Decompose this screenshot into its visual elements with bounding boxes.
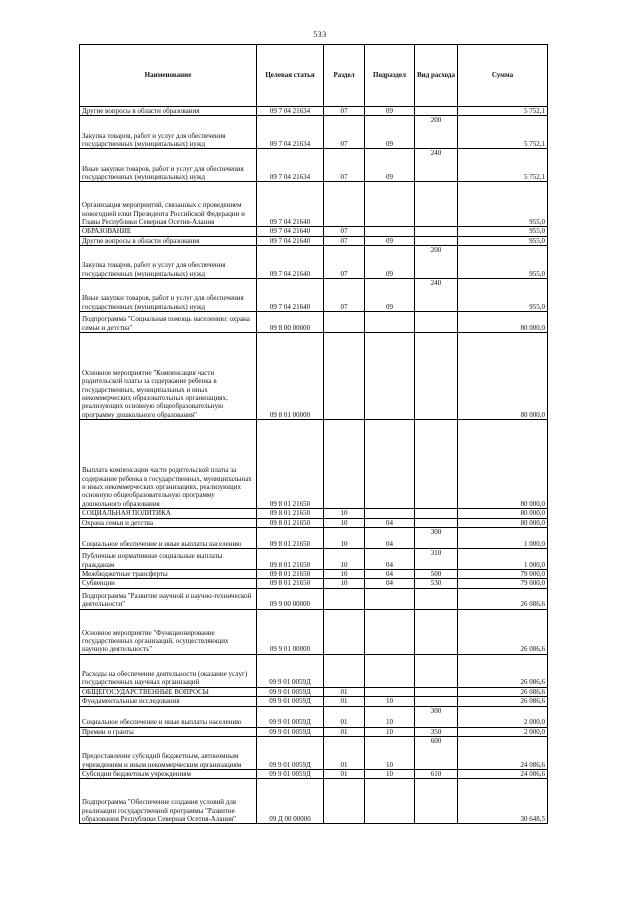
row-kind <box>415 609 458 654</box>
row-section: 07 <box>324 116 365 149</box>
row-sum: 26 086,6 <box>458 687 548 696</box>
table-row <box>80 697 548 706</box>
row-name: Иные закупки товаров, работ и услуг для обеспечения государственных (муниципальных) нужд <box>80 149 257 182</box>
table-row <box>80 528 548 549</box>
row-section <box>324 333 365 420</box>
row-name: Социальное обеспечение и иные выплаты населению <box>80 706 257 727</box>
table-row <box>80 727 548 736</box>
row-subsection: 04 <box>365 570 415 579</box>
table-row <box>80 246 548 279</box>
row-section: 07 <box>324 279 365 312</box>
row-sum: 79 000,0 <box>458 570 548 579</box>
row-target: 09 8 01 21650 <box>257 570 324 579</box>
table-row <box>80 182 548 227</box>
row-name: ОБРАЗОВАНИЕ <box>80 227 257 236</box>
row-section: 10 <box>324 549 365 570</box>
header-section: Раздел <box>324 45 365 107</box>
row-name: Закупка товаров, работ и услуг для обеспечения государственных (муниципальных) нужд <box>80 116 257 149</box>
row-section <box>324 609 365 654</box>
row-kind <box>415 697 458 706</box>
header-sum: Сумма <box>458 45 548 107</box>
table-row <box>80 518 548 527</box>
row-kind: 300 <box>415 706 458 727</box>
row-section <box>324 312 365 333</box>
row-section: 07 <box>324 149 365 182</box>
row-target: 09 7 04 21640 <box>257 227 324 236</box>
row-subsection <box>365 333 415 420</box>
row-kind: 600 <box>415 737 458 770</box>
row-sum: 1 000,0 <box>458 549 548 570</box>
row-section <box>324 779 365 824</box>
row-kind: 500 <box>415 570 458 579</box>
table-row <box>80 609 548 654</box>
row-target: 09 8 01 21650 <box>257 420 324 509</box>
row-sum: 5 752,1 <box>458 116 548 149</box>
row-kind <box>415 236 458 245</box>
row-name: Социальное обеспечение и иные выплаты населению <box>80 528 257 549</box>
table-row <box>80 236 548 245</box>
row-section <box>324 588 365 609</box>
row-sum: 1 000,0 <box>458 528 548 549</box>
row-kind: 610 <box>415 770 458 779</box>
table-row <box>80 737 548 770</box>
row-section: 01 <box>324 697 365 706</box>
row-name: Субсидии бюджетным учреждениям <box>80 770 257 779</box>
row-name: Расходы на обеспечение деятельности (оказание услуг) государственных научных организаций <box>80 654 257 687</box>
row-target: 09 7 04 21634 <box>257 107 324 116</box>
row-section: 07 <box>324 236 365 245</box>
row-section: 10 <box>324 528 365 549</box>
table-row <box>80 549 548 570</box>
row-name: Основное мероприятие "Компенсация части родительской платы за содержание ребенка в государственных, муниципальных и иных некоммерческих образовательных организациях, реализующих основную общеобразовательную программу дошкольного образования" <box>80 333 257 420</box>
row-sum: 24 086,6 <box>458 770 548 779</box>
row-target: 09 9 01 0059Д <box>257 654 324 687</box>
row-name: Подпрограмма "Обеспечение создания условий для реализации государственной программы "Развитие образования Республики Северная Осетия-Алания" <box>80 779 257 824</box>
row-section: 10 <box>324 518 365 527</box>
row-subsection <box>365 312 415 333</box>
row-section: 07 <box>324 246 365 279</box>
table-row <box>80 333 548 420</box>
row-name: Основное мероприятие "Функционирование государственных организаций, осуществляющих научную деятельность" <box>80 609 257 654</box>
row-target: 09 7 04 21634 <box>257 149 324 182</box>
row-sum: 2 000,0 <box>458 706 548 727</box>
table-row <box>80 116 548 149</box>
row-name: Межбюджетные трансферты <box>80 570 257 579</box>
row-section: 01 <box>324 770 365 779</box>
row-name: Субвенции <box>80 579 257 588</box>
row-section: 10 <box>324 579 365 588</box>
row-sum: 30 648,5 <box>458 779 548 824</box>
row-target: 09 Д 00 00000 <box>257 779 324 824</box>
table-row <box>80 279 548 312</box>
table-row <box>80 149 548 182</box>
row-target: 09 8 01 21650 <box>257 549 324 570</box>
row-name: Организация мероприятий, связанных с проведением новогодней елки Президента Российской Федерации и Главы Республики Северная Осетия-Алания <box>80 182 257 227</box>
row-section: 01 <box>324 727 365 736</box>
table-row <box>80 687 548 696</box>
row-name: Выплата компенсации части родительской платы за содержание ребенка в государственных, муниципальных и иных некоммерческих организациях, реализующих основную общеобразовательную программу дошкольного образования <box>80 420 257 509</box>
row-target: 09 7 04 21640 <box>257 279 324 312</box>
table-row <box>80 570 548 579</box>
row-section <box>324 182 365 227</box>
row-name: Охрана семьи и детства <box>80 518 257 527</box>
row-kind: 200 <box>415 116 458 149</box>
row-sum: 26 086,6 <box>458 609 548 654</box>
row-name: Другие вопросы в области образования <box>80 107 257 116</box>
row-target: 09 7 04 21634 <box>257 116 324 149</box>
row-name: Публичные нормативные социальные выплаты гражданам <box>80 549 257 570</box>
table-row <box>80 770 548 779</box>
table-row <box>80 588 548 609</box>
row-sum: 80 000,0 <box>458 333 548 420</box>
row-subsection <box>365 609 415 654</box>
row-target: 09 7 04 21640 <box>257 246 324 279</box>
row-target: 09 9 00 00000 <box>257 588 324 609</box>
row-target: 09 9 01 0059Д <box>257 687 324 696</box>
row-subsection <box>365 654 415 687</box>
row-subsection: 10 <box>365 727 415 736</box>
row-name: Подпрограмма "Развитие научной и научно-технической деятельности" <box>80 588 257 609</box>
row-kind <box>415 518 458 527</box>
row-subsection: 09 <box>365 107 415 116</box>
table-row <box>80 579 548 588</box>
page-number: 533 <box>313 30 327 39</box>
row-name: Предоставление субсидий бюджетным, автономным учреждениям и иным некоммерческим организациям <box>80 737 257 770</box>
row-name: СОЦИАЛЬНАЯ ПОЛИТИКА <box>80 509 257 518</box>
row-kind: 300 <box>415 528 458 549</box>
row-sum: 5 752,1 <box>458 149 548 182</box>
row-sum: 2 000,0 <box>458 727 548 736</box>
row-name: Иные закупки товаров, работ и услуг для обеспечения государственных (муниципальных) нужд <box>80 279 257 312</box>
row-subsection: 10 <box>365 737 415 770</box>
row-section: 07 <box>324 227 365 236</box>
budget-table <box>79 44 548 824</box>
row-name: Другие вопросы в области образования <box>80 236 257 245</box>
row-kind: 530 <box>415 579 458 588</box>
row-subsection: 10 <box>365 706 415 727</box>
row-sum: 80 000,0 <box>458 518 548 527</box>
row-subsection <box>365 687 415 696</box>
row-kind: 200 <box>415 246 458 279</box>
row-subsection: 09 <box>365 246 415 279</box>
row-kind: 350 <box>415 727 458 736</box>
table-body <box>80 107 548 824</box>
row-sum: 5 752,1 <box>458 107 548 116</box>
header-row <box>80 45 548 107</box>
table-row <box>80 227 548 236</box>
row-target: 09 9 01 0059Д <box>257 706 324 727</box>
row-target: 09 7 04 21640 <box>257 182 324 227</box>
row-name: ОБЩЕГОСУДАРСТВЕННЫЕ ВОПРОСЫ <box>80 687 257 696</box>
row-target: 09 9 01 0059Д <box>257 737 324 770</box>
row-sum: 26 086,6 <box>458 654 548 687</box>
row-name: Закупка товаров, работ и услуг для обеспечения государственных (муниципальных) нужд <box>80 246 257 279</box>
row-section: 10 <box>324 570 365 579</box>
row-sum: 80 000,0 <box>458 312 548 333</box>
row-name: Фундаментальные исследования <box>80 697 257 706</box>
row-sum: 26 086,6 <box>458 588 548 609</box>
row-kind <box>415 312 458 333</box>
row-section: 10 <box>324 509 365 518</box>
row-name: Премии и гранты <box>80 727 257 736</box>
row-section: 07 <box>324 107 365 116</box>
row-target: 09 8 00 00000 <box>257 312 324 333</box>
row-subsection: 09 <box>365 279 415 312</box>
row-sum: 24 086,6 <box>458 737 548 770</box>
header-kind: Вид расхода <box>415 45 458 107</box>
row-section <box>324 420 365 509</box>
row-sum: 80 000,0 <box>458 509 548 518</box>
table-row <box>80 779 548 824</box>
row-section <box>324 654 365 687</box>
table-row <box>80 509 548 518</box>
row-kind <box>415 654 458 687</box>
row-subsection <box>365 779 415 824</box>
row-sum: 955,0 <box>458 279 548 312</box>
row-sum: 955,0 <box>458 227 548 236</box>
row-kind <box>415 779 458 824</box>
header-target: Целевая статья <box>257 45 324 107</box>
row-section: 01 <box>324 687 365 696</box>
header-subsection: Подраздел <box>365 45 415 107</box>
row-subsection: 04 <box>365 549 415 570</box>
row-subsection <box>365 420 415 509</box>
row-kind <box>415 333 458 420</box>
row-subsection: 09 <box>365 236 415 245</box>
row-name: Подпрограмма "Социальная помощь населению: охрана семьи и детства" <box>80 312 257 333</box>
row-subsection: 10 <box>365 697 415 706</box>
row-target: 09 8 01 21650 <box>257 509 324 518</box>
row-kind: 240 <box>415 279 458 312</box>
table-row <box>80 107 548 116</box>
table-row <box>80 654 548 687</box>
row-target: 09 7 04 21640 <box>257 236 324 245</box>
row-sum: 26 086,6 <box>458 697 548 706</box>
row-target: 09 8 01 00000 <box>257 333 324 420</box>
table-row <box>80 420 548 509</box>
row-kind: 310 <box>415 549 458 570</box>
table-row <box>80 312 548 333</box>
row-kind <box>415 509 458 518</box>
row-sum: 955,0 <box>458 236 548 245</box>
row-kind <box>415 182 458 227</box>
row-sum: 79 000,0 <box>458 579 548 588</box>
row-subsection <box>365 588 415 609</box>
row-kind: 240 <box>415 149 458 182</box>
row-target: 09 9 01 00000 <box>257 609 324 654</box>
row-subsection: 09 <box>365 116 415 149</box>
row-sum: 955,0 <box>458 182 548 227</box>
row-subsection: 04 <box>365 528 415 549</box>
row-subsection: 04 <box>365 518 415 527</box>
row-target: 09 8 01 21650 <box>257 579 324 588</box>
row-kind <box>415 227 458 236</box>
row-sum: 955,0 <box>458 246 548 279</box>
row-kind <box>415 420 458 509</box>
row-target: 09 9 01 0059Д <box>257 697 324 706</box>
table-row <box>80 706 548 727</box>
row-kind <box>415 687 458 696</box>
row-subsection: 10 <box>365 770 415 779</box>
row-subsection <box>365 227 415 236</box>
row-section: 01 <box>324 737 365 770</box>
row-target: 09 9 01 0059Д <box>257 770 324 779</box>
row-section: 01 <box>324 706 365 727</box>
row-subsection <box>365 182 415 227</box>
row-target: 09 8 01 21650 <box>257 528 324 549</box>
row-subsection: 09 <box>365 149 415 182</box>
row-kind <box>415 588 458 609</box>
row-kind <box>415 107 458 116</box>
row-target: 09 9 01 0059Д <box>257 727 324 736</box>
row-subsection <box>365 509 415 518</box>
row-sum: 80 000,0 <box>458 420 548 509</box>
row-target: 09 8 01 21650 <box>257 518 324 527</box>
row-subsection: 04 <box>365 579 415 588</box>
header-name: Наименование <box>80 45 257 107</box>
